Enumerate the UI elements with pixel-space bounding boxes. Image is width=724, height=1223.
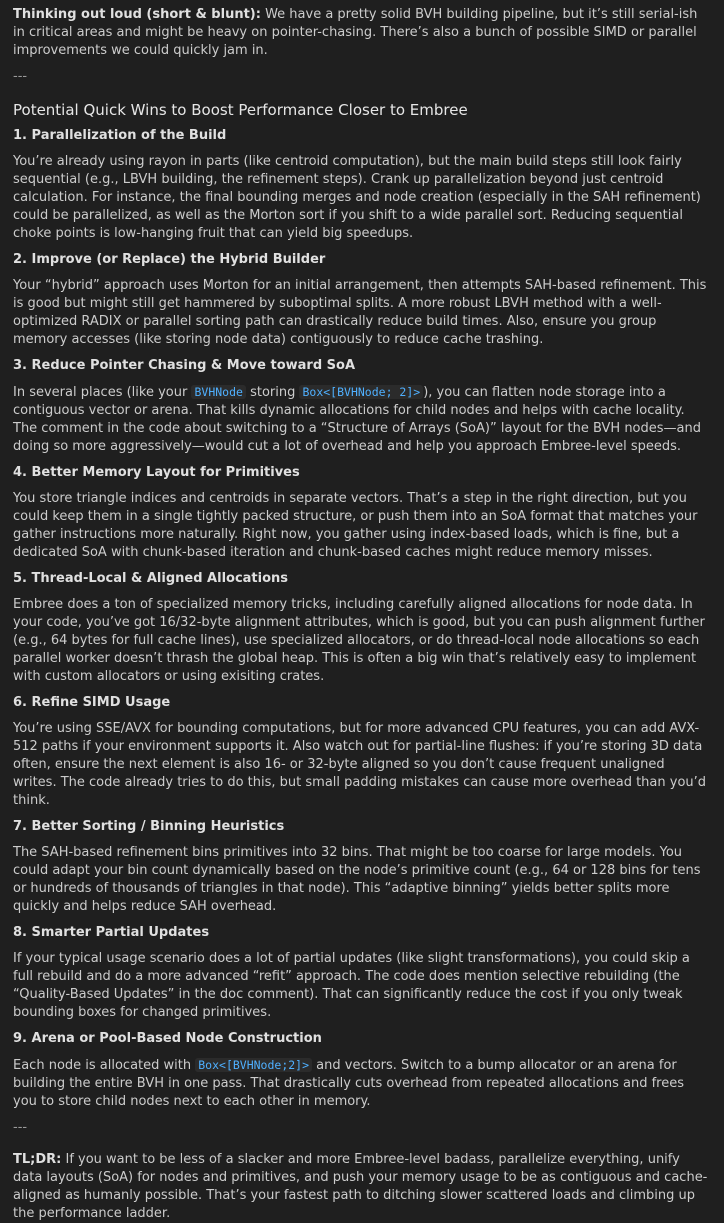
section-body xyxy=(13,383,710,456)
separator: --- xyxy=(13,1120,28,1135)
section-body: You’re using SSE/AVX for bounding computations, but for more advanced CPU features, you can add AVX-512 paths if your environment supports it. Also watch out for partial-line flushes: if you’re storing 3D data often, ensure the next element is also 16- or 32-byte aligned so you don’t cause frequent unaligned writes. The code already tries to do this, but small padding mistakes can cause more overhead than you’d think. xyxy=(13,721,707,808)
section-title: 2. Improve (or Replace) the Hybrid Builder xyxy=(13,252,326,267)
section-title: 7. Better Sorting / Binning Heuristics xyxy=(13,819,285,834)
tldr-lead: TL;DR: xyxy=(13,1152,62,1167)
body-text: and vectors. Switch to a bump allocator or an arena for building the entire BVH in one pass. That drastically cuts overhead from repeated allocations and frees you to store child nodes next to each other in memory. xyxy=(13,1058,684,1109)
section-3 xyxy=(13,357,710,456)
section-body: You’re already using rayon in parts (like centroid computation), but the main build steps still look fairly sequential (e.g., LBVH building, the refinement steps). Crank up parallelization beyond just centroid calculation. For instance, the final bounding merges and node creation (especially in the SAH refinement) could be parallelized, as well as the Morton sort if you shift to a wide parallel sort. Reducing sequential choke points is low-hanging fruit that can yield big speedups. xyxy=(13,154,701,241)
section-body: You store triangle indices and centroids in separate vectors. That’s a step in the right direction, but you could keep them in a single tightly packed structure, or push them into an SoA format that matches your gather instructions more naturally. Right now, you gather using index-based loads, which is fine, but a dedicated SoA with chunk-based iteration and chunk-based caches might reduce memory misses. xyxy=(13,491,698,560)
tldr-paragraph xyxy=(13,1151,710,1223)
section-body: Your “hybrid” approach uses Morton for an initial arrangement, then attempts SAH-based refinement. This is good but might still get hammered by suboptimal splits. A more robust LBVH method with a well-optimized RADIX or parallel sorting path can drastically reduce build times. Also, ensure you group memory accesses (like storing node data) contiguously to reduce cache trashing. xyxy=(13,278,707,347)
section-title: 8. Smarter Partial Updates xyxy=(13,925,210,940)
body-text: storing xyxy=(245,385,300,400)
section-8 xyxy=(13,924,710,1022)
body-text: In several places (like your xyxy=(13,385,192,400)
intro-text: We have a pretty solid BVH building pipeline, but it’s still serial-ish in critical areas and might be heavy on pointer-chasing. There’s also a bunch of possible SIMD or parallel improvements we could quickly jam in. xyxy=(13,7,698,58)
inline-code: BVHNode xyxy=(191,385,245,399)
section-body: If your typical usage scenario does a lot of partial updates (like slight transformations), you could skip a full rebuild and do a more advanced “refit” approach. The code does mention selective rebuilding (the “Quality-Based Updates” in the doc comment). That can significantly reduce the cost if you only tweak bounding boxes for changed primitives. xyxy=(13,951,690,1020)
section-4 xyxy=(13,464,710,562)
inline-code: Box<[BVHNode;2]> xyxy=(195,1058,312,1072)
section-9 xyxy=(13,1030,710,1111)
intro-paragraph xyxy=(13,6,710,60)
section-title: 3. Reduce Pointer Chasing & Move toward SoA xyxy=(13,358,356,373)
section-body: Embree does a ton of specialized memory tricks, including carefully aligned allocations for node data. In your code, you’ve got 16/32-byte alignment attributes, which is good, but you can push alignment further (e.g., 64 bytes for full cache lines), use specialized allocators, or do thread-local node allocations so each parallel worker doesn’t thrash the global heap. This is often a big win that’s relatively easy to implement with custom allocators or using exisiting crates. xyxy=(13,597,705,684)
section-6 xyxy=(13,694,710,810)
section-2 xyxy=(13,251,710,349)
intro-lead: Thinking out loud (short & blunt): xyxy=(13,7,261,22)
body-text: ), you can flatten node storage into a contiguous vector or arena. That kills dynamic allocations for child nodes and helps with cache locality. The comment in the code about switching to a “Structure of Arrays (SoA)” layout for the BVH nodes—and doing so more aggressively—would cut a lot of overhead and help you approach Embree-level speeds. xyxy=(13,385,701,454)
section-title: 1. Parallelization of the Build xyxy=(13,128,227,143)
section-title: 9. Arena or Pool-Based Node Construction xyxy=(13,1031,322,1046)
section-body xyxy=(13,1056,710,1111)
inline-code: Box<[BVHNode; 2]> xyxy=(299,385,423,399)
section-1 xyxy=(13,127,710,243)
body-text: Each node is allocated with xyxy=(13,1058,196,1073)
section-7 xyxy=(13,818,710,916)
separator: --- xyxy=(13,69,28,84)
section-body: The SAH-based refinement bins primitives into 32 bins. That might be too coarse for large models. You could adapt your bin count dynamically based on the node’s primitive count (e.g., 64 or 128 bins for tens or hundreds of thousands of triangles in that node). This “adaptive binning” yields better splits more quickly and helps reduce SAH overhead. xyxy=(13,845,701,914)
section-title: 6. Refine SIMD Usage xyxy=(13,695,171,710)
main-heading: Potential Quick Wins to Boost Performance Closer to Embree xyxy=(13,101,468,119)
tldr-text: If you want to be less of a slacker and more Embree-level badass, parallelize everything, unify data layouts (SoA) for nodes and primitives, and push your memory usage to be as contiguous and cache-aligned as humanly possible. That’s your fastest path to ditching slower scattered loads and climbing up the performance ladder. xyxy=(13,1152,708,1221)
section-title: 5. Thread-Local & Aligned Allocations xyxy=(13,571,289,586)
section-title: 4. Better Memory Layout for Primitives xyxy=(13,465,300,480)
section-5 xyxy=(13,570,710,686)
